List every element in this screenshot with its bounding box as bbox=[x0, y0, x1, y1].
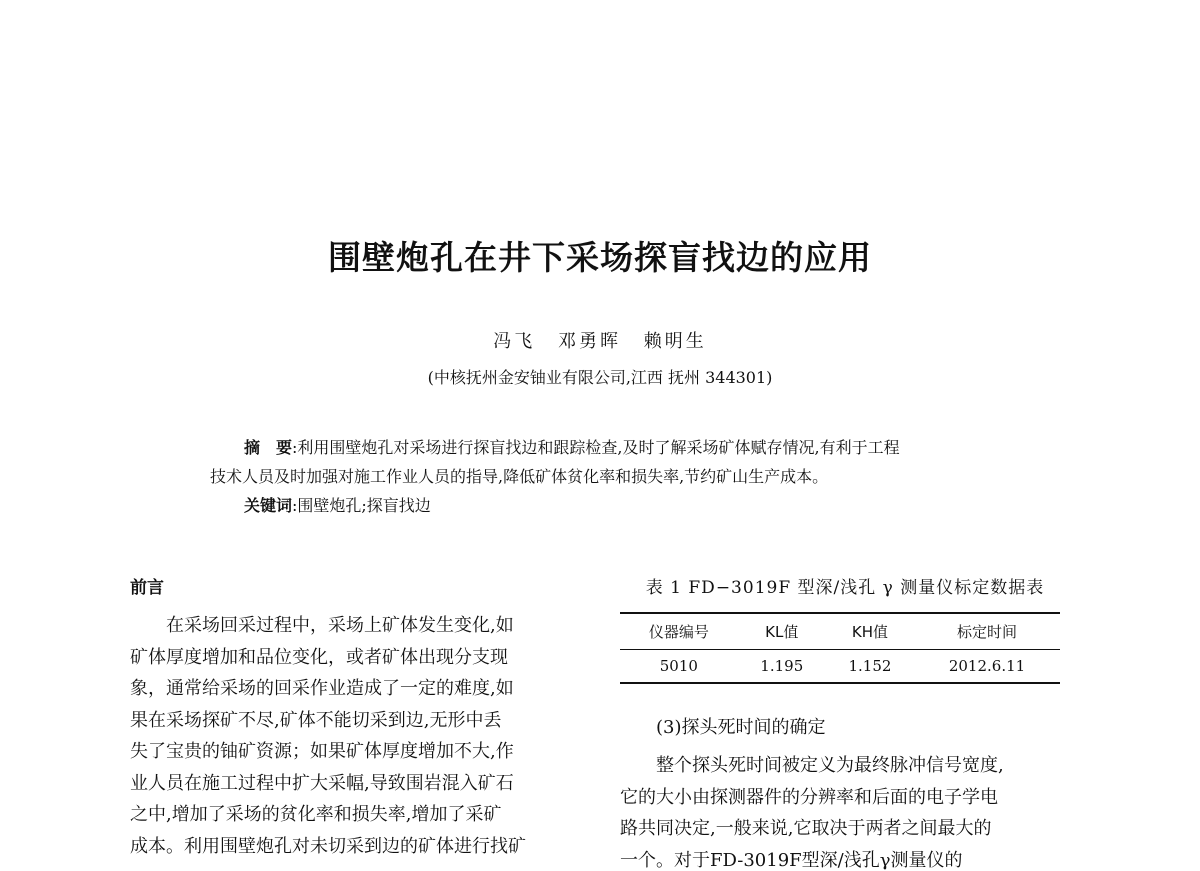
right-column bbox=[620, 573, 1070, 871]
paper-title: 围壁炮孔在井下采场探盲找边的应用 bbox=[328, 238, 872, 277]
keywords-text: :围壁炮孔;探盲找边 bbox=[292, 496, 431, 515]
table-header-cell: 仪器编号 bbox=[620, 613, 738, 650]
text-line: 之中,增加了采场的贫化率和损失率,增加了采矿 bbox=[130, 804, 502, 825]
text-line: 失了宝贵的铀矿资源；如果矿体厚度增加不大,作 bbox=[130, 741, 514, 762]
preface-paragraph bbox=[130, 610, 588, 862]
abstract-line-1 bbox=[210, 433, 1020, 462]
table-cell: 5010 bbox=[659, 657, 698, 675]
text-line: 在采场回采过程中，采场上矿体发生变化,如 bbox=[130, 615, 514, 636]
subsection-heading: (3)探头死时间的确定 bbox=[656, 717, 826, 738]
text-line: 业人员在施工过程中扩大采幅,导致围岩混入矿石 bbox=[130, 772, 514, 794]
right-paragraph bbox=[620, 750, 1070, 871]
table-header-row bbox=[620, 613, 1060, 650]
table-cell: 1.152 bbox=[848, 657, 892, 675]
text-line: 成本。利用围壁炮孔对未切采到边的矿体进行找矿 bbox=[130, 835, 526, 857]
text-line: 矿体厚度增加和品位变化，或者矿体出现分支现 bbox=[130, 646, 508, 668]
text-line: 路共同决定,一般来说,它取决于两者之间最大的 bbox=[620, 818, 992, 839]
abstract-text-1: :利用围壁炮孔对采场进行探盲找边和跟踪检查,及时了解采场矿体赋存情况,有利于工程 bbox=[292, 438, 900, 457]
abstract-label: 摘 要 bbox=[244, 438, 293, 457]
text-line: 一个。对于FD-3019F型深/浅孔γ测量仪的 bbox=[620, 849, 963, 871]
table-caption: 表 1 FD−3019F 型深/浅孔 γ 测量仪标定数据表 bbox=[645, 578, 1045, 598]
table-cell: 2012.6.11 bbox=[948, 657, 1026, 675]
text-line: 它的大小由探测器件的分辨率和后面的电子学电 bbox=[620, 786, 998, 808]
table-header-cell: 标定时间 bbox=[914, 613, 1060, 650]
author-affiliation: (中核抚州金安铀业有限公司,江西 抚州 344301) bbox=[427, 368, 773, 387]
table-cell: 1.195 bbox=[760, 657, 804, 675]
keywords-line bbox=[210, 491, 1020, 520]
table-row bbox=[620, 650, 1060, 684]
section-heading-preface: 前言 bbox=[130, 578, 164, 598]
text-line: 象，通常给采场的回采作业造成了一定的难度,如 bbox=[130, 678, 514, 699]
calibration-table bbox=[620, 612, 1060, 684]
abstract-text-2: 技术人员及时加强对施工作业人员的指导,降低矿体贫化率和损失率,节约矿山生产成本。 bbox=[210, 467, 829, 486]
text-line: 果在采场探矿不尽,矿体不能切采到边,无形中丢 bbox=[130, 709, 502, 731]
table-header-cell: KH值 bbox=[826, 613, 914, 650]
author-list: 冯飞 邓勇晖 赖明生 bbox=[493, 331, 707, 352]
text-line: 整个探头死时间被定义为最终脉冲信号宽度, bbox=[620, 755, 1004, 776]
keywords-label: 关键词 bbox=[244, 496, 293, 515]
left-column bbox=[130, 573, 588, 862]
table-header-cell: KL值 bbox=[738, 613, 826, 650]
abstract-block bbox=[210, 433, 1020, 520]
